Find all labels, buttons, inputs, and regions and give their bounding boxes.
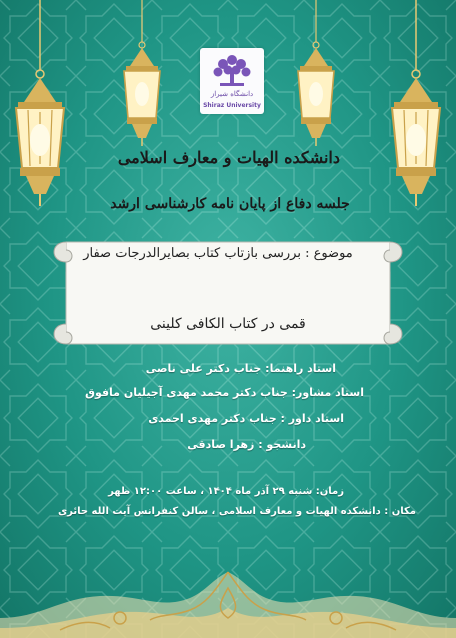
logo-text-fa: دانشگاه شیراز (210, 90, 254, 98)
thesis-topic-line2: قمی در کتاب الکافی کلینی (150, 316, 306, 332)
examiner-text: استاد داور : جناب دکتر مهدی احمدی (148, 412, 344, 425)
ornament-border (0, 548, 456, 638)
logo-text-en: Shiraz University (203, 102, 261, 109)
supervisor-text: استاد راهنما: جناب دکتر علی ناصی (145, 362, 336, 375)
university-logo-icon (208, 52, 256, 90)
lantern-icon (0, 0, 80, 210)
defense-title: جلسه دفاع از پایان نامه کارشناسی ارشد (110, 196, 350, 212)
faculty-title: دانشکده الهیات و معارف اسلامی (117, 148, 340, 167)
university-logo (200, 48, 264, 114)
lantern-icon (376, 0, 456, 210)
advisor-text: استاد مشاور: جناب دکتر محمد مهدی آجیلیان مافوق (85, 386, 364, 399)
student-text: دانشجو : زهرا صادقی (187, 438, 306, 451)
thesis-topic-line1: موضوع : بررسی بازتاب کتاب بصایرالدرجات صفار (83, 246, 353, 261)
event-venue: مکان : دانشکده الهیات و معارف اسلامی ، سالن کنفرانس آیت الله حائری (57, 506, 416, 517)
lantern-icon (112, 0, 172, 150)
lantern-icon (286, 0, 346, 150)
event-datetime: زمان: شنبه ۲۹ آذر ماه ۱۴۰۴ ، ساعت ۱۲:۰۰ ظهر (108, 486, 344, 497)
